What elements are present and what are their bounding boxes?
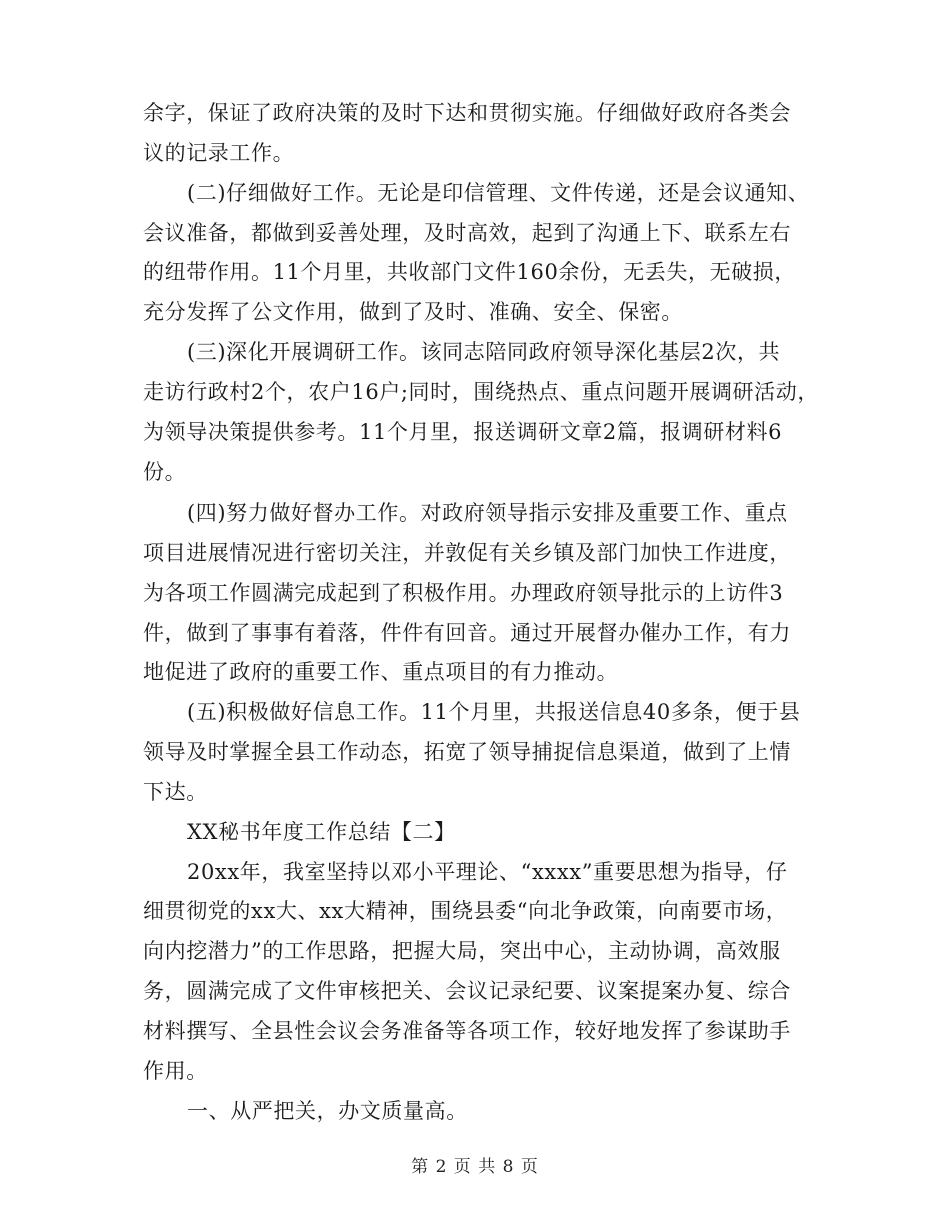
body-text-line: 务，圆满完成了文件审核把关、会议记录纪要、议案提案办复、综合 xyxy=(143,979,791,1003)
body-text-line: 向内挖潜力”的工作思路，把握大局，突出中心，主动协调，高效服 xyxy=(143,939,781,963)
paragraph-first-line: (三)深化开展调研工作。该同志陪同政府领导深化基层2次，共 xyxy=(187,340,781,364)
paragraph-first-line: 20xx年，我室坚持以邓小平理论、“xxxx”重要思想为指导，仔 xyxy=(187,860,788,884)
body-text-line: 议的记录工作。 xyxy=(143,141,295,165)
body-text-line: 下达。 xyxy=(143,780,208,804)
body-text-line: 份。 xyxy=(143,460,187,484)
body-text-line: 余字，保证了政府决策的及时下达和贯彻实施。仔细做好政府各类会 xyxy=(143,101,791,125)
body-text-line: 为各项工作圆满完成起到了积极作用。办理政府领导批示的上访件3 xyxy=(143,581,784,605)
body-text-line: 走访行政村2个，农户16户;同时，围绕热点、重点问题开展调研活动， xyxy=(143,380,819,404)
paragraph-first-line: 一、从严把关，办文质量高。 xyxy=(187,1099,468,1123)
body-text-line: 作用。 xyxy=(143,1059,208,1083)
body-text-line: 为领导决策提供参考。11个月里，报送调研文章2篇，报调研材料6 xyxy=(143,420,783,444)
body-text-line: 的纽带作用。11个月里，共收部门文件160余份，无丢失，无破损， xyxy=(143,260,797,284)
paragraph-first-line: (四)努力做好督办工作。对政府领导指示安排及重要工作、重点 xyxy=(187,501,788,525)
page-number-footer: 第 2 页 共 8 页 xyxy=(411,1157,539,1177)
body-text-line: 材料撰写、全县性会议会务准备等各项工作，较好地发挥了参谋助手 xyxy=(143,1019,791,1043)
section-heading: XX秘书年度工作总结【二】 xyxy=(187,820,456,844)
paragraph-first-line: (五)积极做好信息工作。11个月里，共报送信息40多条，便于县 xyxy=(187,700,801,724)
body-text-line: 件，做到了事事有着落，件件有回音。通过开展督办催办工作，有力 xyxy=(143,621,791,645)
body-text-line: 项目进展情况进行密切关注，并敦促有关乡镇及部门加快工作进度， xyxy=(143,541,791,565)
body-text-line: 细贯彻党的xx大、xx大精神，围绕县委“向北争政策，向南要市场， xyxy=(143,899,788,923)
body-text-line: 会议准备，都做到妥善处理，及时高效，起到了沟通上下、联系左右 xyxy=(143,221,791,245)
body-text-line: 领导及时掌握全县工作动态，拓宽了领导捕捉信息渠道，做到了上情 xyxy=(143,740,791,764)
body-text-line: 充分发挥了公文作用，做到了及时、准确、安全、保密。 xyxy=(143,300,683,324)
body-text-line: 地促进了政府的重要工作、重点项目的有力推动。 xyxy=(143,660,619,684)
paragraph-first-line: (二)仔细做好工作。无论是印信管理、文件传递，还是会议通知、 xyxy=(187,181,810,205)
